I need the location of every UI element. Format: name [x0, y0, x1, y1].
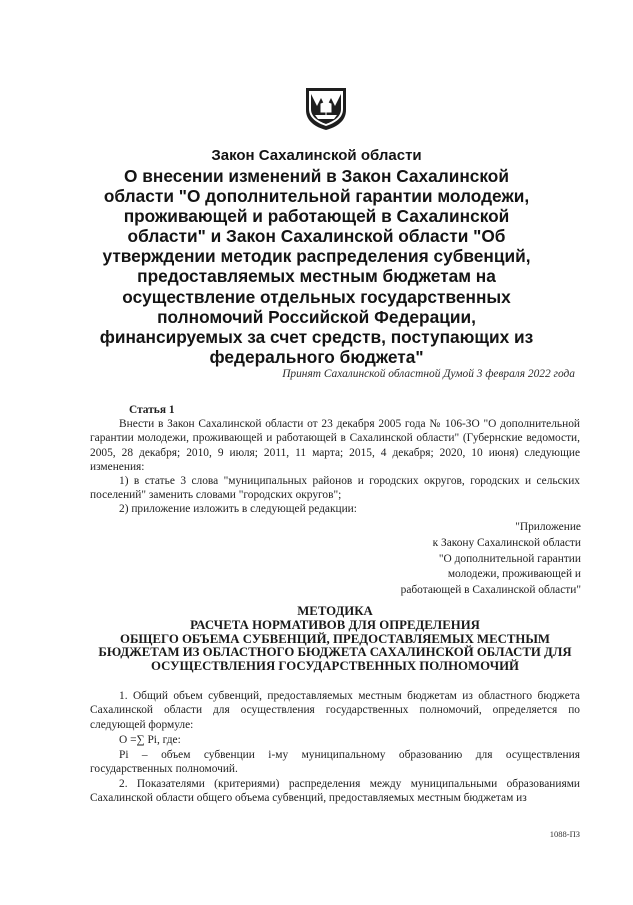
subject-line: предоставляемых местным бюджетам на [137, 266, 496, 287]
appendix-ref-line: работающей в Сахалинской области" [400, 584, 581, 597]
subject-line: осуществление отдельных государственных [122, 286, 511, 307]
formula-definition: Pi – объем субвенции i-му муниципальному образованию для осуществления государственных полномочий. [90, 748, 580, 776]
subject-line: О внесении изменений в Закон Сахалинской [124, 166, 509, 186]
appendix-reference [281, 520, 581, 599]
methodology-heading-line: БЮДЖЕТАМ ИЗ ОБЛАСТНОГО БЮДЖЕТА САХАЛИНСКОЙ ОБЛАСТИ ДЛЯ [98, 645, 572, 660]
methodology-paragraph-1: 1. Общий объем субвенций, предоставляемых местным бюджетам из областного бюджета Сахалинской области для осуществления государственных полномочий, определяется по следующей формуле: [90, 690, 580, 731]
law-title-block [60, 146, 573, 367]
methodology-paragraph-2: 2. Показателями (критериями) распределения между муниципальными образованиями Сахалинской области общего объема субвенций, предоставляемых местным бюджетам из [90, 777, 580, 805]
article-heading: Статья 1 [129, 404, 175, 416]
subject-line: области" и Закон Сахалинской области "Об [127, 226, 506, 247]
methodology-body [90, 689, 580, 806]
appendix-ref-line: "Приложение [515, 521, 581, 533]
appendix-ref-line: к Закону Сахалинской области [432, 536, 581, 549]
sakhalin-coat-of-arms-icon [303, 86, 349, 132]
law-name: Закон Сахалинской области [211, 147, 422, 164]
methodology-heading-line: ОСУЩЕСТВЛЕНИЯ ГОСУДАРСТВЕННЫХ ПОЛНОМОЧИЙ [150, 659, 520, 674]
methodology-heading-line: ОБЩЕГО ОБЪЕМА СУБВЕНЦИЙ, ПРЕДОСТАВЛЯЕМЫХ МЕСТНЫМ [120, 631, 550, 646]
article-1 [90, 403, 580, 517]
subject-line: области "О дополнительной гарантии молодежи, [103, 186, 530, 207]
formula: O =∑ Pi, где: [119, 733, 181, 746]
methodology-heading-line: РАСЧЕТА НОРМАТИВОВ ДЛЯ ОПРЕДЕЛЕНИЯ [190, 617, 480, 632]
law-subject [60, 166, 573, 367]
article-item-1: 1) в статье 3 слова "муниципальных районов и городских округов, городских и сельских поселений" заменить словами "городских округов"; [90, 475, 580, 502]
adoption-note: Принят Сахалинской областной Думой 3 февраля 2022 года [282, 368, 575, 380]
methodology-heading-line: МЕТОДИКА [297, 604, 373, 618]
article-intro: Внести в Закон Сахалинской области от 23 декабря 2005 года № 106-ЗО "О дополнительной гарантии молодежи, проживающей и работающей в Сахалинской области" (Губернские ведомости, 2005, 28 декабря; 2010, 9 июля; 2011, 11 марта; 2015, 4 декабря; 2020, 10 июня) следующие изменения: [90, 418, 580, 473]
subject-line: проживающей и работающей в Сахалинской [123, 206, 510, 227]
article-item-2: 2) приложение изложить в следующей редакции: [119, 503, 357, 516]
subject-line: федерального бюджета" [209, 346, 424, 367]
methodology-heading [90, 605, 580, 674]
appendix-ref-line: "О дополнительной гарантии [438, 552, 581, 565]
document-number: 1088-ПЗ [549, 829, 580, 839]
subject-line: финансируемых за счет средств, поступающих из [99, 326, 534, 347]
subject-line: утверждении методик распределения субвенций, [102, 246, 531, 267]
appendix-ref-line: молодежи, проживающей и [447, 568, 581, 581]
subject-line: полномочий Российской Федерации, [157, 306, 476, 327]
